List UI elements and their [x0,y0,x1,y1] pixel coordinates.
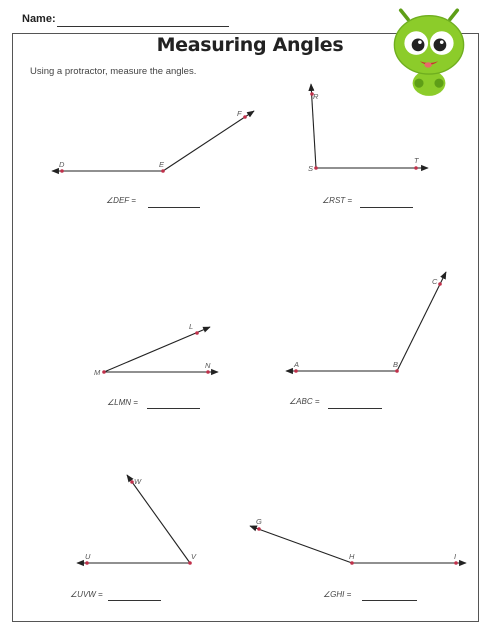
point-label: W [134,477,142,486]
instructions: Using a protractor, measure the angles. [30,66,197,77]
point-label: I [454,552,457,561]
page-title: Measuring Angles [156,34,344,56]
angle-lmn-answer-line[interactable] [147,408,200,409]
angle-abc-label: ∠ABC = [289,397,320,406]
angle-uvw-label: ∠UVW = [70,590,103,599]
name-label: Name: [22,13,56,25]
point-label: A [294,360,300,369]
point-label: V [191,552,197,561]
angle-rst-answer-line[interactable] [360,207,413,208]
point-label: E [159,160,165,169]
angle-ghi-answer-line[interactable] [362,600,417,601]
angle-ghi-label: ∠GHI = [323,590,352,599]
point-label: M [94,368,101,377]
point-label: U [85,552,91,561]
point-label: T [414,156,419,165]
point-label: R [313,92,319,101]
angle-def-label: ∠DEF = [106,196,136,205]
point-label: D [59,160,65,169]
point-label: L [189,322,194,331]
point-label: B [393,360,399,369]
angle-def-answer-line[interactable] [148,207,200,208]
point-label: N [205,361,211,370]
angle-rst-label: ∠RST = [322,196,353,205]
angle-uvw-answer-line[interactable] [108,600,161,601]
angle-lmn-label: ∠LMN = [107,398,138,407]
point-label: H [349,552,355,561]
point-label: G [256,517,262,526]
point-label: F [237,109,242,118]
point-label: C [432,277,438,286]
point-label: S [308,164,314,173]
angle-abc-answer-line[interactable] [328,408,382,409]
